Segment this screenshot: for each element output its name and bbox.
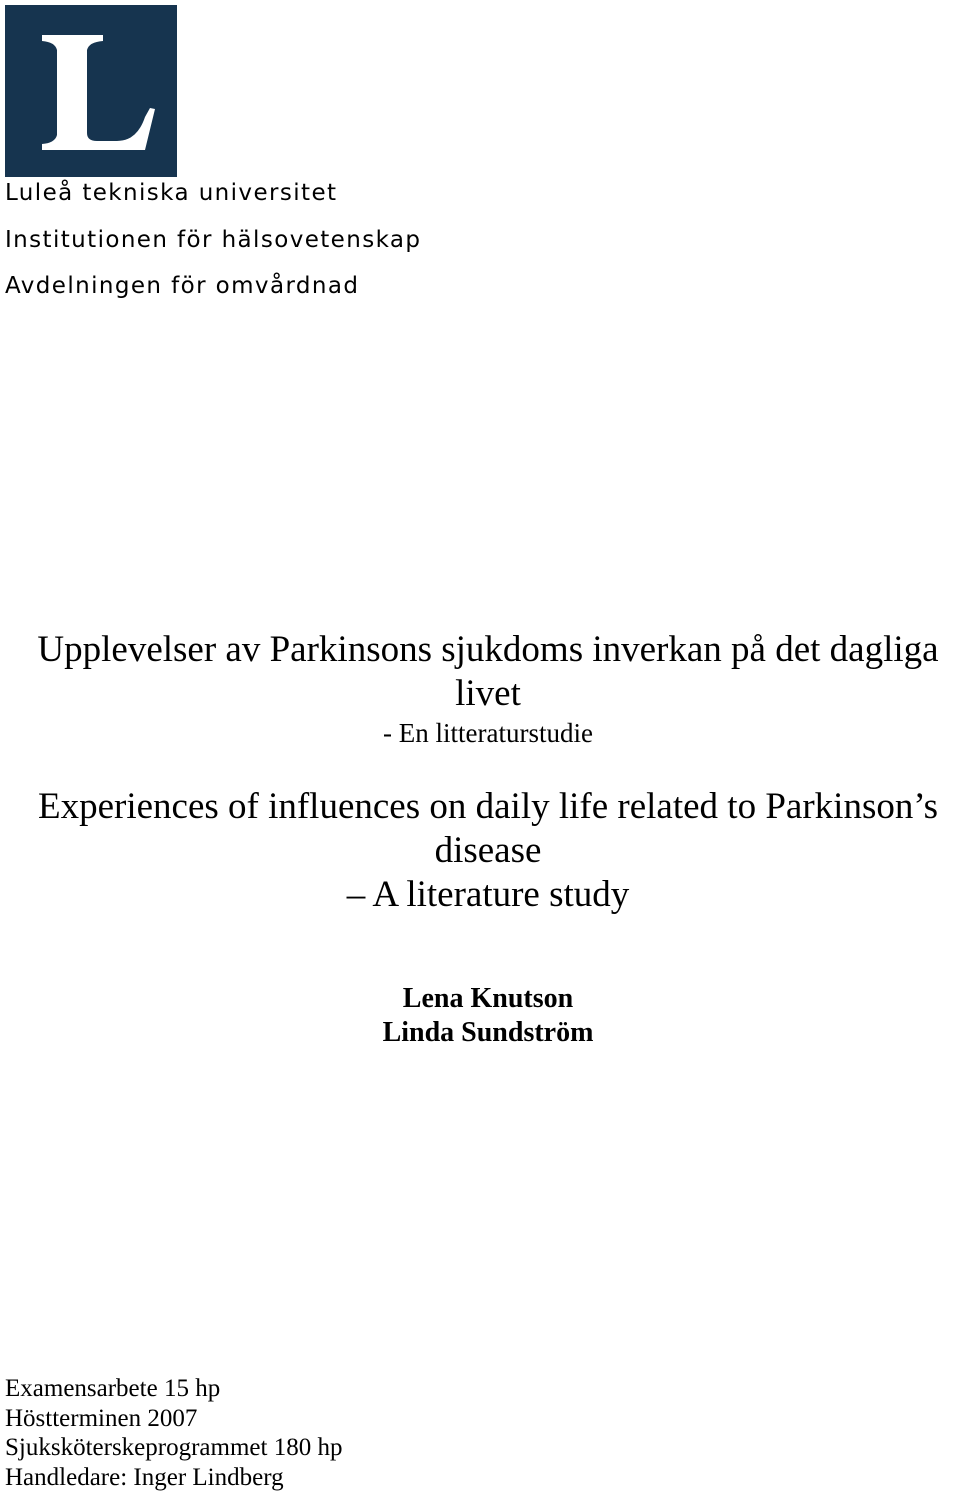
swedish-subtitle: - En litteraturstudie [383, 718, 593, 748]
thesis-supervisor: Handledare: Inger Lindberg [5, 1463, 284, 1491]
english-subtitle: – A literature study [346, 874, 630, 915]
thesis-term: Höstterminen 2007 [5, 1404, 198, 1432]
thesis-info [5, 1374, 342, 1492]
division-name: Avdelningen för omvårdnad [5, 273, 360, 299]
thesis-programme: Sjuksköterskeprogrammet 180 hp [5, 1434, 343, 1461]
author-name: Lena Knutson [402, 983, 574, 1014]
author-name: Linda Sundström [382, 1017, 594, 1048]
english-title-line-2: disease [434, 830, 542, 871]
authors [0, 982, 960, 1050]
english-title-line-1: Experiences of influences on daily life related to Parkinson’s [37, 786, 939, 827]
swedish-title-line-2: livet [455, 673, 521, 714]
department-name: Institutionen för hälsovetenskap [5, 227, 422, 253]
thesis-credits: Examensarbete 15 hp [5, 1375, 221, 1402]
swedish-title [0, 628, 960, 716]
university-name: Luleå tekniska universitet [5, 180, 338, 206]
english-title [0, 785, 960, 917]
university-logo-icon [5, 5, 177, 177]
swedish-title-line-1: Upplevelser av Parkinsons sjukdoms inverkan på det dagliga [37, 629, 939, 670]
university-logo [5, 5, 177, 177]
logo-background [5, 5, 177, 177]
